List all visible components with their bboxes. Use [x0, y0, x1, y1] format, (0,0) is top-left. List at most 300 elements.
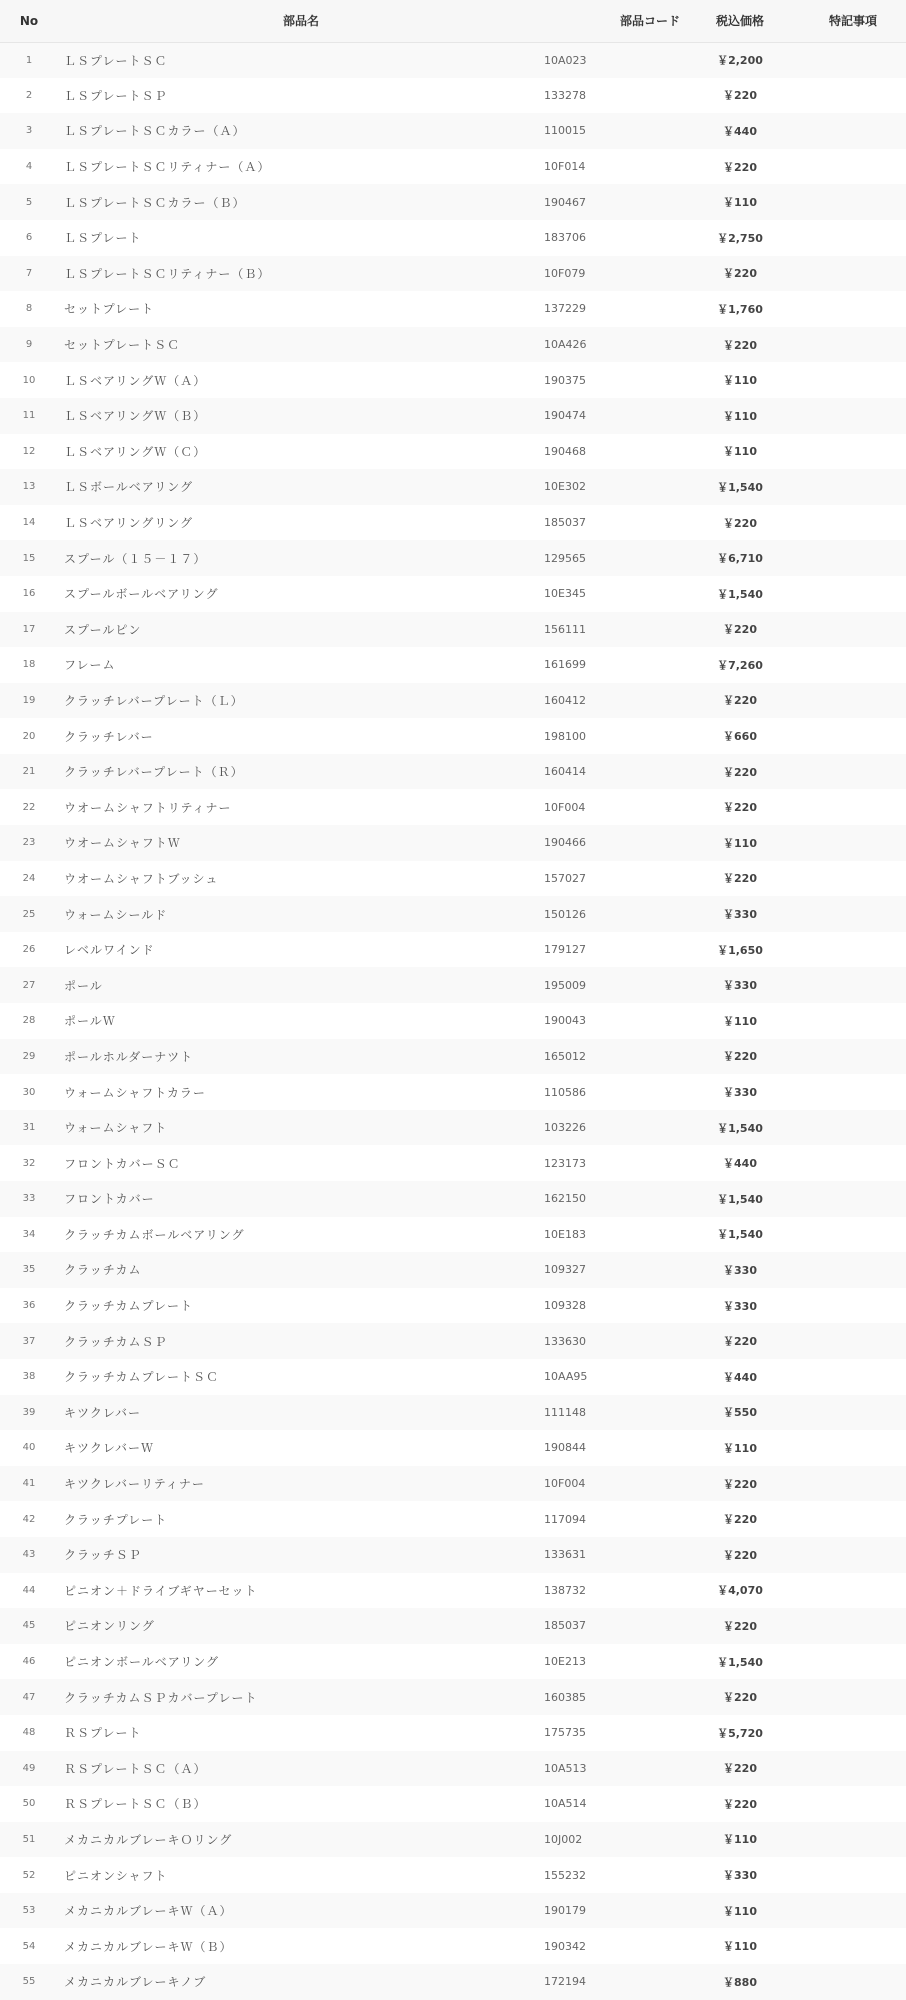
row-price: ￥330 — [723, 1869, 757, 1883]
row-price: ￥220 — [723, 872, 757, 886]
row-notes — [794, 647, 906, 683]
row-part-code: 103226 — [544, 1121, 586, 1135]
row-price: ￥110 — [723, 196, 757, 210]
row-no: 9 — [25, 339, 33, 351]
table-header — [0, 0, 906, 42]
row-no: 15 — [22, 552, 36, 564]
table-row — [0, 1466, 906, 1502]
row-no: 4 — [25, 161, 33, 173]
row-no: 51 — [22, 1833, 36, 1845]
row-price: ￥110 — [723, 1014, 757, 1028]
row-no: 43 — [22, 1549, 36, 1561]
row-notes — [794, 1679, 906, 1715]
row-notes — [794, 1145, 906, 1181]
row-part-name: スプール（１５－１７） — [64, 551, 207, 566]
row-notes — [794, 398, 906, 434]
row-no: 55 — [22, 1976, 36, 1988]
header-row — [0, 0, 906, 42]
row-notes — [794, 1644, 906, 1680]
row-no: 12 — [22, 445, 36, 457]
row-price: ￥6,710 — [717, 552, 763, 566]
row-part-name: ウオームシャフトブッシュ — [64, 871, 219, 886]
row-part-name: ピニオンシャフト — [64, 1868, 168, 1883]
row-notes — [794, 1893, 906, 1929]
row-part-name: セットプレート — [64, 302, 155, 317]
row-price: ￥110 — [723, 1833, 757, 1847]
row-no: 40 — [22, 1442, 36, 1454]
row-part-code: 111148 — [544, 1405, 586, 1419]
row-notes — [794, 149, 906, 185]
row-notes — [794, 1501, 906, 1537]
table-row — [0, 896, 906, 932]
table-row — [0, 1074, 906, 1110]
row-notes — [794, 1359, 906, 1395]
row-price: ￥1,540 — [717, 1655, 763, 1669]
row-price: ￥660 — [723, 730, 757, 744]
row-notes — [794, 256, 906, 292]
row-no: 1 — [25, 54, 33, 66]
row-no: 29 — [22, 1050, 36, 1062]
row-price: ￥220 — [723, 1619, 757, 1633]
row-part-name: メカニカルブレーキＷ（Ａ） — [64, 1904, 233, 1919]
table-row — [0, 1537, 906, 1573]
row-part-code: 109328 — [544, 1299, 586, 1313]
row-no: 30 — [22, 1086, 36, 1098]
row-notes — [794, 1039, 906, 1075]
row-notes — [794, 1110, 906, 1146]
row-part-code: 10E345 — [544, 587, 586, 601]
row-part-code: 10A513 — [544, 1761, 587, 1775]
table-row — [0, 1430, 906, 1466]
row-part-name: ＬＳプレートＳＰ — [64, 88, 168, 103]
table-row — [0, 327, 906, 363]
header-part-name: 部品名 — [58, 0, 544, 42]
row-no: 22 — [22, 801, 36, 813]
row-price: ￥220 — [723, 1691, 757, 1705]
row-no: 7 — [25, 267, 33, 279]
row-part-code: 183706 — [544, 231, 586, 245]
header-no: No — [0, 0, 58, 42]
row-no: 11 — [22, 410, 36, 422]
row-price: ￥220 — [723, 160, 757, 174]
row-no: 34 — [22, 1228, 36, 1240]
row-notes — [794, 896, 906, 932]
row-notes — [794, 1181, 906, 1217]
row-part-code: 195009 — [544, 978, 586, 992]
row-part-name: ウオームシャフトリティナー — [64, 800, 232, 815]
row-price: ￥440 — [723, 124, 757, 138]
row-part-code: 10F004 — [544, 800, 586, 814]
row-no: 39 — [22, 1406, 36, 1418]
row-part-code: 160414 — [544, 765, 586, 779]
row-part-code: 185037 — [544, 516, 586, 530]
row-part-name: クラッチカム — [64, 1263, 142, 1278]
row-part-code: 10F004 — [544, 1477, 586, 1491]
row-no: 37 — [22, 1335, 36, 1347]
row-part-name: ＬＳプレートＳＣカラー（Ｂ） — [64, 195, 246, 210]
row-notes — [794, 1715, 906, 1751]
row-notes — [794, 291, 906, 327]
row-part-name: クラッチカムプレート — [64, 1299, 194, 1314]
row-notes — [794, 825, 906, 861]
row-no: 28 — [22, 1015, 36, 1027]
row-notes — [794, 184, 906, 220]
row-notes — [794, 434, 906, 470]
row-notes — [794, 683, 906, 719]
row-no: 26 — [22, 944, 36, 956]
table-row — [0, 434, 906, 470]
row-no: 52 — [22, 1869, 36, 1881]
row-part-name: ピニオンリング — [64, 1619, 155, 1634]
row-part-code: 110586 — [544, 1085, 586, 1099]
row-price: ￥220 — [723, 765, 757, 779]
row-part-name: ＬＳベアリングＷ（Ａ） — [64, 373, 207, 388]
row-no: 48 — [22, 1727, 36, 1739]
row-price: ￥220 — [723, 1797, 757, 1811]
row-part-name: セットプレートＳＣ — [64, 338, 181, 353]
row-part-code: 155232 — [544, 1868, 586, 1882]
row-notes — [794, 1252, 906, 1288]
row-notes — [794, 576, 906, 612]
table-row — [0, 1928, 906, 1964]
row-no: 47 — [22, 1691, 36, 1703]
row-no: 5 — [25, 196, 33, 208]
row-part-code: 190375 — [544, 373, 586, 387]
table-row — [0, 1288, 906, 1324]
row-notes — [794, 789, 906, 825]
row-no: 6 — [25, 232, 33, 244]
row-price: ￥330 — [723, 1299, 757, 1313]
row-notes — [794, 1323, 906, 1359]
row-part-name: ＲＳプレートＳＣ（Ｂ） — [64, 1797, 207, 1812]
row-part-code: 161699 — [544, 658, 586, 672]
row-price: ￥880 — [723, 1975, 757, 1989]
row-part-name: ウォームシールド — [64, 907, 168, 922]
row-price: ￥1,540 — [717, 587, 763, 601]
row-price: ￥110 — [723, 374, 757, 388]
row-part-name: ウォームシャフト — [64, 1121, 168, 1136]
row-notes — [794, 1395, 906, 1431]
table-row — [0, 1395, 906, 1431]
header-price: 税込価格 — [686, 0, 794, 42]
row-part-code: 109327 — [544, 1263, 586, 1277]
table-row — [0, 291, 906, 327]
row-price: ￥330 — [723, 1263, 757, 1277]
table-row — [0, 932, 906, 968]
row-part-name: ＬＳプレートＳＣリティナー（Ａ） — [64, 160, 271, 175]
row-no: 16 — [22, 588, 36, 600]
row-part-name: クラッチＳＰ — [64, 1548, 142, 1563]
table-row — [0, 789, 906, 825]
row-part-name: ＲＳプレート — [64, 1726, 142, 1741]
row-part-code: 10F014 — [544, 160, 586, 174]
row-price: ￥440 — [723, 1157, 757, 1171]
table-row — [0, 1252, 906, 1288]
table-row — [0, 149, 906, 185]
row-price: ￥220 — [723, 516, 757, 530]
row-price: ￥330 — [723, 1086, 757, 1100]
row-notes — [794, 327, 906, 363]
table-row — [0, 1359, 906, 1395]
row-price: ￥110 — [723, 1441, 757, 1455]
row-part-code: 185037 — [544, 1619, 586, 1633]
row-part-code: 190043 — [544, 1014, 586, 1028]
row-no: 38 — [22, 1371, 36, 1383]
table-row — [0, 1679, 906, 1715]
table-row — [0, 1893, 906, 1929]
row-price: ￥110 — [723, 1904, 757, 1918]
row-notes — [794, 1751, 906, 1787]
table-row — [0, 1857, 906, 1893]
table-row — [0, 1003, 906, 1039]
row-part-code: 190468 — [544, 444, 586, 458]
row-notes — [794, 718, 906, 754]
row-part-code: 156111 — [544, 622, 586, 636]
row-no: 17 — [22, 623, 36, 635]
row-price: ￥1,540 — [717, 1228, 763, 1242]
row-price: ￥1,650 — [717, 943, 763, 957]
table-row — [0, 1323, 906, 1359]
row-part-code: 160385 — [544, 1690, 586, 1704]
row-part-name: ピニオンボールベアリング — [64, 1655, 220, 1670]
row-part-code: 190466 — [544, 836, 586, 850]
row-notes — [794, 967, 906, 1003]
row-notes — [794, 42, 906, 78]
row-notes — [794, 754, 906, 790]
table-row — [0, 1715, 906, 1751]
row-notes — [794, 540, 906, 576]
row-price: ￥220 — [723, 338, 757, 352]
table-row — [0, 184, 906, 220]
row-part-name: ＲＳプレートＳＣ（Ａ） — [64, 1761, 207, 1776]
row-price: ￥1,540 — [717, 1192, 763, 1206]
table-row — [0, 1501, 906, 1537]
row-no: 49 — [22, 1762, 36, 1774]
row-part-name: クラッチレバープレート（Ｒ） — [64, 765, 244, 780]
table-row — [0, 825, 906, 861]
row-no: 23 — [22, 837, 36, 849]
table-row — [0, 469, 906, 505]
row-part-name: クラッチレバー — [64, 729, 154, 744]
table-row — [0, 576, 906, 612]
row-no: 24 — [22, 872, 36, 884]
row-part-code: 165012 — [544, 1049, 586, 1063]
row-part-name: クラッチカムプレートＳＣ — [64, 1370, 220, 1385]
row-no: 50 — [22, 1798, 36, 1810]
table-row — [0, 1217, 906, 1253]
row-no: 46 — [22, 1656, 36, 1668]
table-row — [0, 362, 906, 398]
row-part-code: 10E213 — [544, 1655, 586, 1669]
row-part-code: 117094 — [544, 1512, 586, 1526]
row-part-code: 190179 — [544, 1904, 586, 1918]
row-part-name: フレーム — [64, 658, 116, 673]
table-row — [0, 647, 906, 683]
row-notes — [794, 612, 906, 648]
row-part-name: キツクレバー — [64, 1405, 142, 1420]
row-price: ￥440 — [723, 1370, 757, 1384]
row-part-name: ＬＳボールベアリング — [64, 480, 194, 495]
row-price: ￥110 — [723, 1940, 757, 1954]
table-row — [0, 256, 906, 292]
row-price: ￥330 — [723, 979, 757, 993]
row-price: ￥220 — [723, 1548, 757, 1562]
row-no: 8 — [25, 303, 33, 315]
row-part-code: 10A426 — [544, 338, 587, 352]
row-part-name: ＬＳプレートＳＣカラー（Ａ） — [64, 124, 246, 139]
row-no: 54 — [22, 1940, 36, 1952]
table-row — [0, 1039, 906, 1075]
row-price: ￥2,200 — [717, 54, 763, 68]
row-part-code: 110015 — [544, 124, 586, 138]
row-part-code: 190844 — [544, 1441, 586, 1455]
header-notes: 特記事項 — [794, 0, 906, 42]
row-part-name: ＬＳベアリングＷ（Ｃ） — [64, 444, 207, 459]
row-no: 14 — [22, 517, 36, 529]
row-notes — [794, 1537, 906, 1573]
row-price: ￥220 — [723, 1050, 757, 1064]
row-part-name: ＬＳプレートＳＣ — [64, 53, 168, 68]
table-row — [0, 718, 906, 754]
row-part-code: 133278 — [544, 88, 586, 102]
row-no: 27 — [22, 979, 36, 991]
row-no: 35 — [22, 1264, 36, 1276]
row-no: 31 — [22, 1122, 36, 1134]
row-part-name: ＬＳベアリングリング — [64, 516, 194, 531]
row-notes — [794, 113, 906, 149]
table-row — [0, 1110, 906, 1146]
row-no: 20 — [22, 730, 36, 742]
row-price: ￥110 — [723, 445, 757, 459]
table-row — [0, 754, 906, 790]
row-part-name: クラッチカムＳＰ — [64, 1334, 168, 1349]
table-row — [0, 398, 906, 434]
row-part-name: スプールボールベアリング — [64, 587, 219, 602]
row-price: ￥220 — [723, 267, 757, 281]
row-no: 10 — [22, 374, 36, 386]
row-part-name: キツクレバーリティナー — [64, 1477, 205, 1492]
row-notes — [794, 362, 906, 398]
table-row — [0, 1145, 906, 1181]
row-no: 13 — [22, 481, 36, 493]
row-part-name: スプールピン — [64, 622, 142, 637]
row-notes — [794, 1822, 906, 1858]
row-part-name: ＬＳプレート — [64, 231, 142, 246]
row-notes — [794, 220, 906, 256]
row-price: ￥220 — [723, 89, 757, 103]
row-price: ￥330 — [723, 908, 757, 922]
row-price: ￥220 — [723, 1335, 757, 1349]
row-no: 41 — [22, 1478, 36, 1490]
row-part-name: メカニカルブレーキノブ — [64, 1975, 207, 1990]
table-row — [0, 540, 906, 576]
row-notes — [794, 1786, 906, 1822]
row-notes — [794, 1074, 906, 1110]
row-part-name: クラッチカムボールベアリング — [64, 1227, 245, 1242]
row-price: ￥110 — [723, 409, 757, 423]
row-no: 32 — [22, 1157, 36, 1169]
row-price: ￥220 — [723, 694, 757, 708]
row-no: 36 — [22, 1300, 36, 1312]
table-row — [0, 1822, 906, 1858]
row-part-code: 10AA95 — [544, 1370, 588, 1384]
row-no: 53 — [22, 1905, 36, 1917]
row-notes — [794, 1573, 906, 1609]
row-price: ￥220 — [723, 1477, 757, 1491]
row-part-code: 137229 — [544, 302, 586, 316]
row-price: ￥110 — [723, 836, 757, 850]
row-no: 25 — [22, 908, 36, 920]
row-part-name: ポール — [64, 978, 103, 993]
row-part-name: メカニカルブレーキＷ（Ｂ） — [64, 1939, 233, 1954]
table-body — [0, 42, 906, 2000]
row-part-name: ＬＳプレートＳＣリティナー（Ｂ） — [64, 266, 271, 281]
row-price: ￥220 — [723, 623, 757, 637]
row-part-code: 123173 — [544, 1156, 586, 1170]
header-part-code: 部品コード — [544, 0, 686, 42]
row-part-code: 162150 — [544, 1192, 586, 1206]
row-no: 18 — [22, 659, 36, 671]
row-notes — [794, 1288, 906, 1324]
row-part-name: ピニオン＋ドライブギヤーセット — [64, 1583, 258, 1598]
table-row — [0, 1786, 906, 1822]
table-row — [0, 612, 906, 648]
row-part-code: 190467 — [544, 195, 586, 209]
table-row — [0, 861, 906, 897]
row-price: ￥7,260 — [717, 658, 763, 672]
row-price: ￥2,750 — [717, 231, 763, 245]
row-notes — [794, 1003, 906, 1039]
row-part-code: 190342 — [544, 1939, 586, 1953]
row-notes — [794, 505, 906, 541]
row-price: ￥220 — [723, 1513, 757, 1527]
row-notes — [794, 1608, 906, 1644]
row-no: 21 — [22, 766, 36, 778]
row-part-code: 133631 — [544, 1548, 586, 1562]
row-price: ￥1,760 — [717, 302, 763, 316]
table-row — [0, 78, 906, 114]
row-notes — [794, 932, 906, 968]
row-no: 44 — [22, 1584, 36, 1596]
row-part-name: レベルワインド — [64, 943, 155, 958]
row-part-code: 172194 — [544, 1975, 586, 1989]
row-notes — [794, 1964, 906, 2000]
row-part-code: 175735 — [544, 1726, 586, 1740]
row-part-name: ウオームシャフトＷ — [64, 836, 181, 851]
table-row — [0, 967, 906, 1003]
row-price: ￥1,540 — [717, 1121, 763, 1135]
row-part-code: 10A023 — [544, 53, 587, 67]
table-row — [0, 505, 906, 541]
row-notes — [794, 78, 906, 114]
row-part-code: 179127 — [544, 943, 586, 957]
row-part-name: ウォームシャフトカラー — [64, 1085, 206, 1100]
row-part-name: キツクレバーＷ — [64, 1441, 155, 1456]
row-part-code: 160412 — [544, 693, 586, 707]
row-no: 42 — [22, 1513, 36, 1525]
row-no: 45 — [22, 1620, 36, 1632]
table-row — [0, 1608, 906, 1644]
row-price: ￥550 — [723, 1406, 757, 1420]
row-part-code: 150126 — [544, 907, 586, 921]
row-price: ￥4,070 — [717, 1584, 763, 1598]
row-part-code: 138732 — [544, 1583, 586, 1597]
row-part-code: 133630 — [544, 1334, 586, 1348]
row-notes — [794, 1430, 906, 1466]
row-part-code: 10J002 — [544, 1832, 583, 1846]
table-row — [0, 1751, 906, 1787]
table-row — [0, 113, 906, 149]
